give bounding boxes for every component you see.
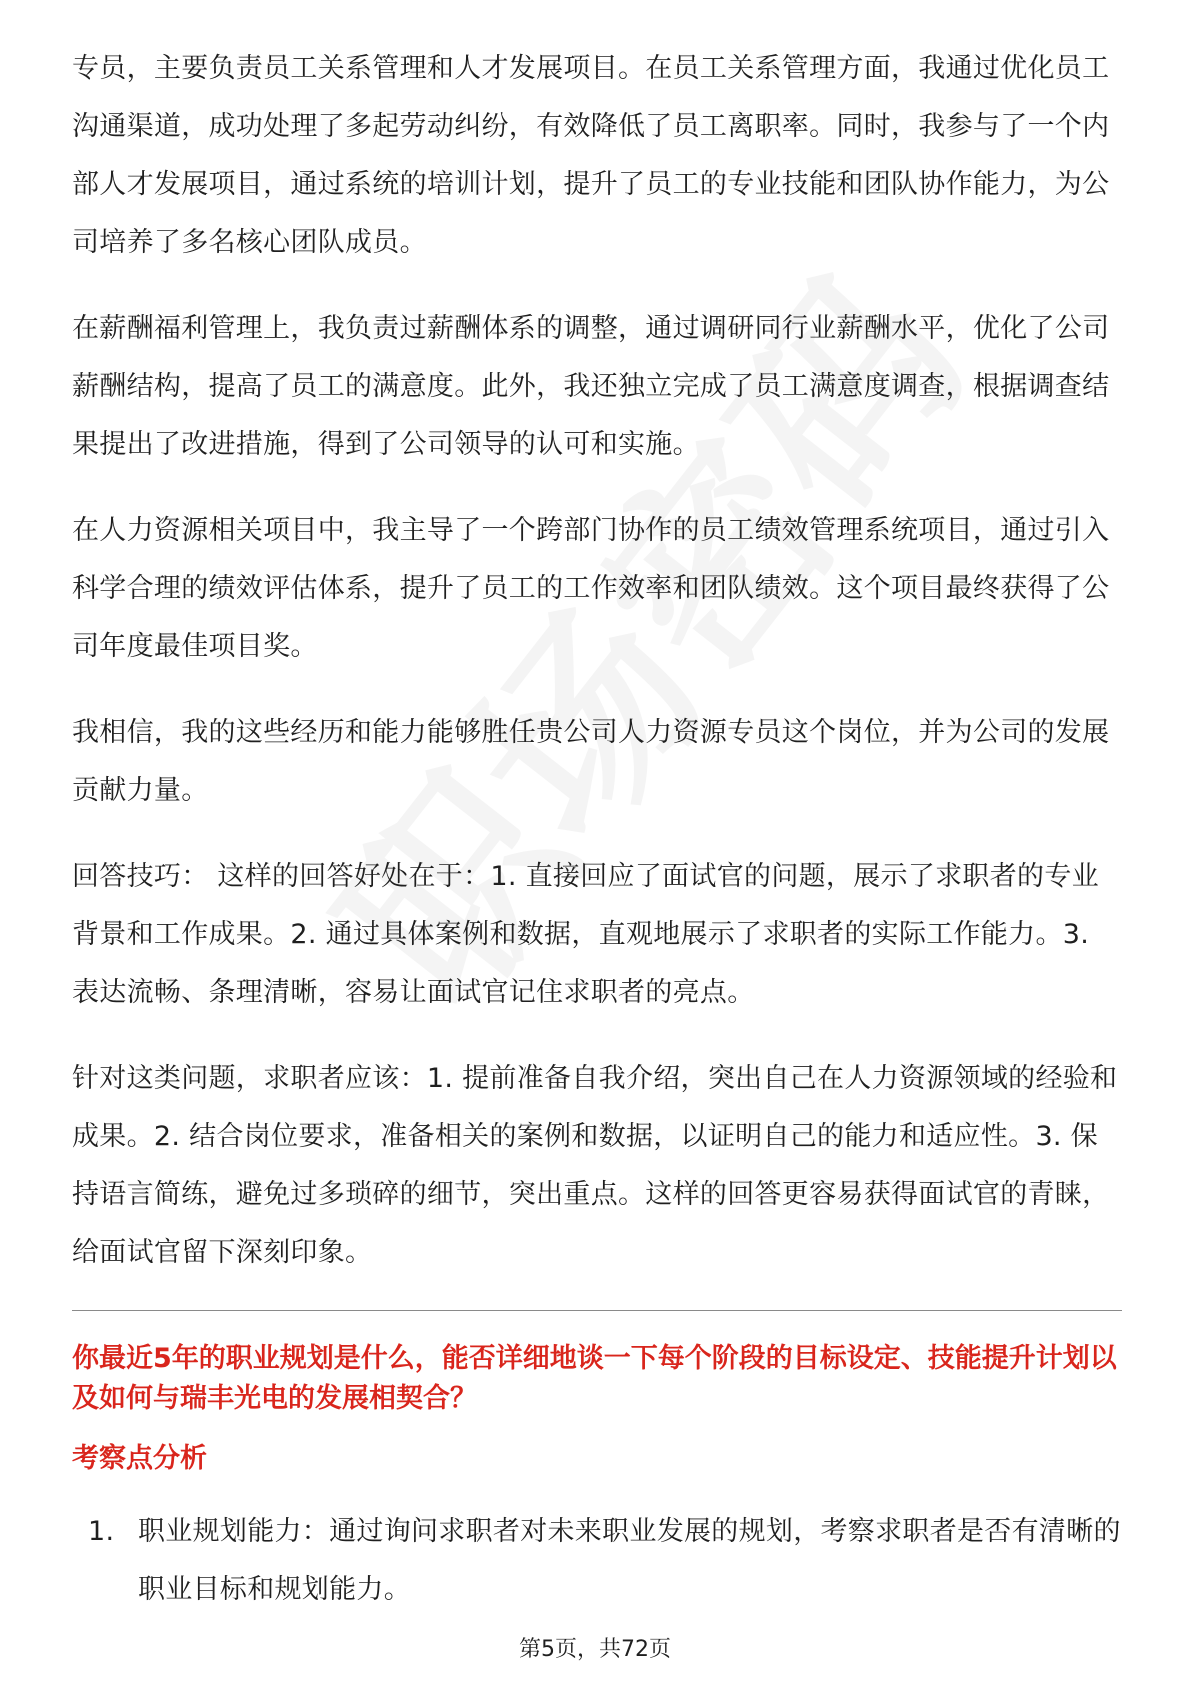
page-footer: 第5页，共72页 xyxy=(519,1637,671,1662)
list-item-number: 1. xyxy=(88,1516,115,1547)
paragraph-conclusion: 我相信，我的这些经历和能力能够胜任贵公司人力资源专员这个岗位，并为公司的发展贡献力量。 xyxy=(72,717,1110,806)
paragraph-answer-tips: 回答技巧： 这样的回答好处在于：1. 直接回应了面试官的问题，展示了求职者的专业背景和工作成果。2. 通过具体案例和数据，直观地展示了求职者的实际工作能力。3. 表达流畅、条理清晰，容易让面试官记住求职者的亮点。 xyxy=(72,861,1099,1008)
paragraph-project: 在人力资源相关项目中，我主导了一个跨部门协作的员工绩效管理系统项目，通过引入科学合理的绩效评估体系，提升了员工的工作效率和团队绩效。这个项目最终获得了公司年度最佳项目奖。 xyxy=(72,515,1110,662)
section-divider xyxy=(72,1310,1122,1311)
paragraph-compensation: 在薪酬福利管理上，我负责过薪酬体系的调整，通过调研同行业薪酬水平，优化了公司薪酬结构，提高了员工的满意度。此外，我还独立完成了员工满意度调查，根据调查结果提出了改进措施，得到了公司领导的认可和实施。 xyxy=(72,313,1110,460)
list-item-text: 职业规划能力：通过询问求职者对未来职业发展的规划，考察求职者是否有清晰的职业目标和规划能力。 xyxy=(138,1516,1121,1605)
list-item xyxy=(72,1503,1122,1619)
document-body xyxy=(72,40,1122,1619)
interview-question: 你最近5年的职业规划是什么，能否详细地谈一下每个阶段的目标设定、技能提升计划以及如何与瑞丰光电的发展相契合？ xyxy=(72,1343,1117,1414)
paragraph-advice: 针对这类问题，求职者应该：1. 提前准备自我介绍，突出自己在人力资源领域的经验和成果。2. 结合岗位要求，准备相关的案例和数据，以证明自己的能力和适应性。3. 保持语言简练，避免过多琐碎的细节，突出重点。这样的回答更容易获得面试官的青睐，给面试官留下深刻印象。 xyxy=(72,1063,1118,1268)
paragraph-experience: 专员，主要负责员工关系管理和人才发展项目。在员工关系管理方面，我通过优化员工沟通渠道，成功处理了多起劳动纠纷，有效降低了员工离职率。同时，我参与了一个内部人才发展项目，通过系统的培训计划，提升了员工的专业技能和团队协作能力，为公司培养了多名核心团队成员。 xyxy=(72,53,1110,258)
section-title: 考察点分析 xyxy=(72,1443,207,1474)
